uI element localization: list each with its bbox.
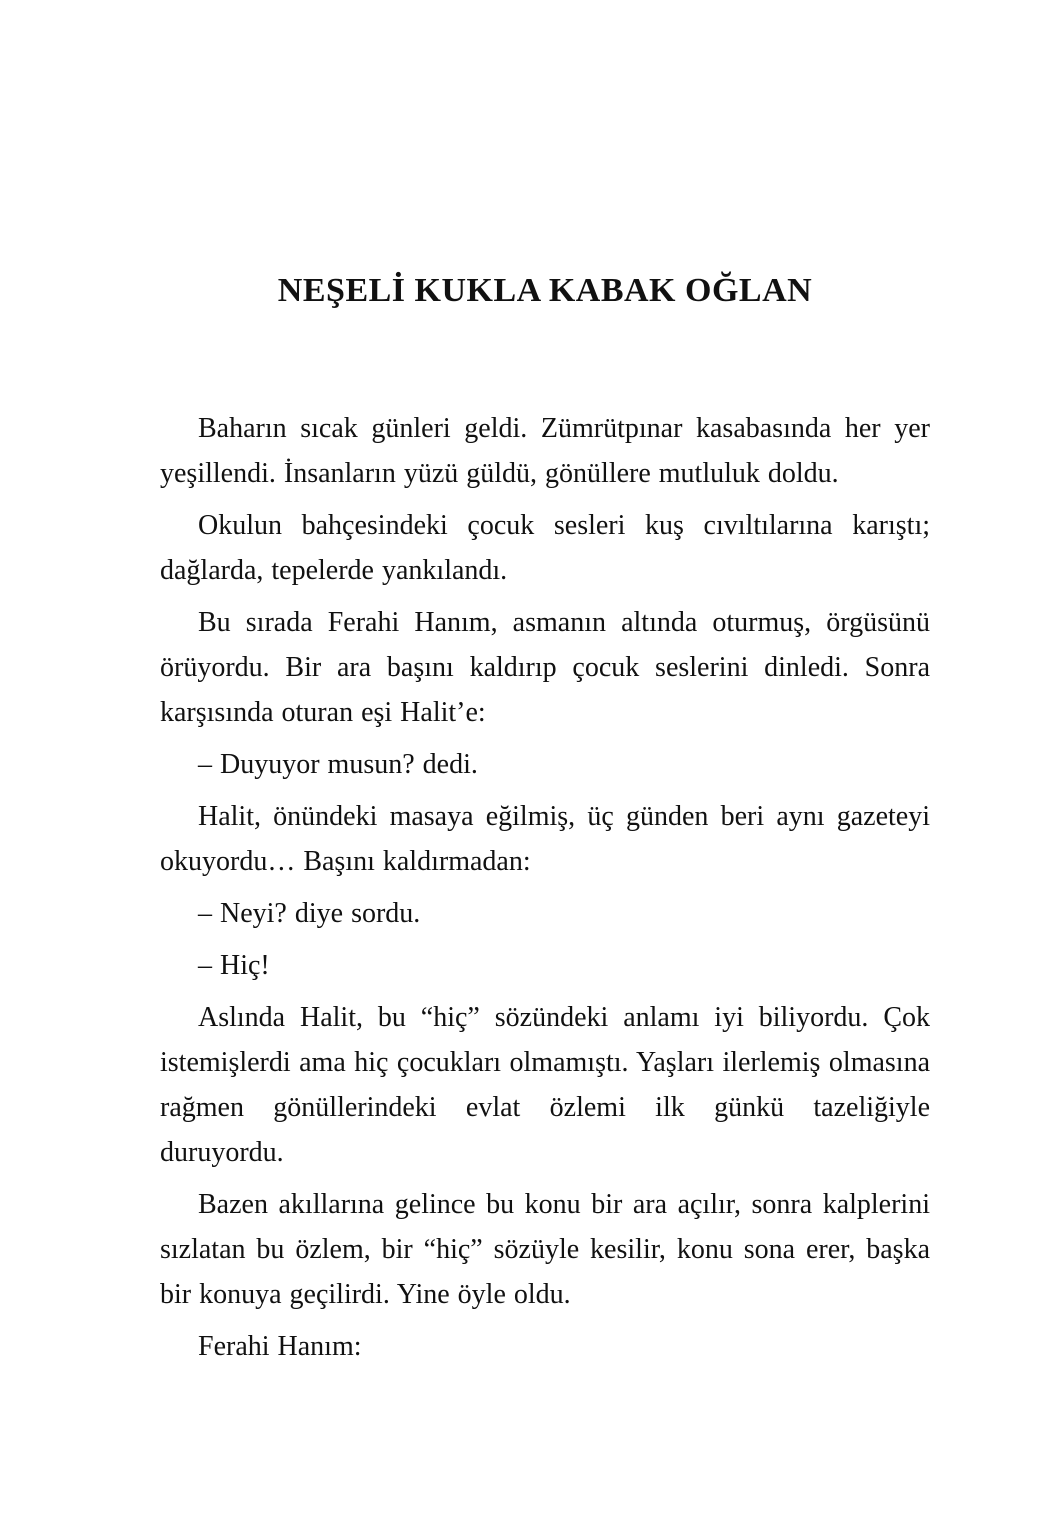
paragraph: Ferahi Hanım: — [198, 1331, 362, 1362]
paragraph: Bu sırada Ferahi Hanım, asmanın altında oturmuş, örgüsünü örüyordu. Bir ara başını kaldırıp çocuk seslerini dinledi. Sonra karşısında oturan eşi Halit’e: — [160, 607, 930, 728]
paragraph: Okulun bahçesindeki çocuk sesleri kuş cıvıltılarına karıştı; dağlarda, tepelerde yankılandı. — [160, 510, 930, 586]
chapter-title: NEŞELİ KUKLA KABAK OĞLAN — [277, 272, 813, 309]
paragraph: Halit, önündeki masaya eğilmiş, üç günden beri aynı gazeteyi okuyordu… Başını kaldırmadan: — [160, 801, 930, 877]
paragraph-dialogue: – Hiç! — [198, 950, 270, 981]
paragraph-dialogue: – Duyuyor musun? dedi. — [198, 749, 478, 780]
chapter-body — [160, 406, 930, 1369]
paragraph: Aslında Halit, bu “hiç” sözündeki anlamı iyi biliyordu. Çok istemişlerdi ama hiç çocukları olmamıştı. Yaşları ilerlemiş olmasına rağmen gönüllerindeki evlat özlemi ilk günkü tazeliğiyle duruyordu. — [160, 1002, 930, 1168]
paragraph: Bazen akıllarına gelince bu konu bir ara açılır, sonra kalplerini sızlatan bu özlem, bir “hiç” sözüyle kesilir, konu sona erer, başka bir konuya geçilirdi. Yine öyle oldu. — [160, 1189, 930, 1310]
paragraph: Baharın sıcak günleri geldi. Zümrütpınar kasabasında her yer yeşillendi. İnsanların yüzü güldü, gönüllere mutluluk doldu. — [160, 413, 930, 489]
paragraph-dialogue: – Neyi? diye sordu. — [198, 898, 421, 929]
